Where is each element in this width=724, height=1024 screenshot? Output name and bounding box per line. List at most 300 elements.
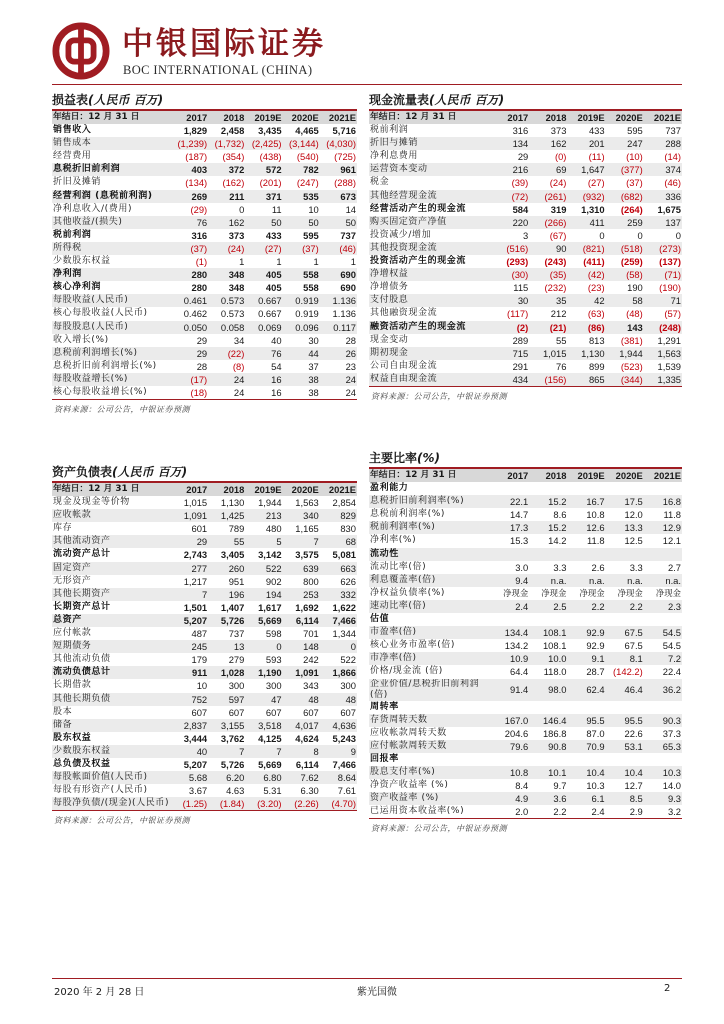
cell-value: 10.8 [586, 509, 605, 521]
cell-value: (381) [620, 334, 643, 346]
cell-value: 1,190 [258, 667, 282, 679]
cell-value: 0.117 [333, 321, 356, 333]
cell-value: (1,239) [177, 138, 208, 150]
cell-value: (438) [259, 151, 282, 163]
cell-value: 108.1 [542, 627, 567, 639]
cell-value: 24 [233, 373, 245, 385]
row-label: 息税前利润增长(%) [53, 347, 138, 358]
table-row [52, 535, 357, 548]
cell-value: 167.0 [504, 714, 529, 726]
table-row [369, 347, 682, 360]
table-row [52, 216, 357, 229]
row-label: 总负债及权益 [53, 758, 111, 769]
row-label: 税前利润 [370, 125, 409, 136]
cell-value: 3.3 [553, 561, 567, 573]
table-row [369, 124, 682, 137]
cell-value: (1.84) [219, 798, 245, 810]
cell-value: 0.667 [258, 308, 282, 320]
row-label: 投资减少/增加 [370, 229, 432, 240]
row-label: 其他融资现金流 [370, 308, 438, 319]
table-header-row [369, 110, 682, 124]
cell-value: 6.80 [263, 772, 282, 784]
row-label: 其他流动资产 [53, 536, 111, 547]
cell-value: 348 [228, 269, 245, 281]
cell-value: (30) [511, 269, 529, 281]
cell-value: 1,829 [183, 125, 208, 137]
row-label: 储备 [53, 719, 73, 730]
cell-value: 14.0 [662, 780, 681, 792]
cell-value: 213 [265, 510, 282, 522]
cell-value: 28 [345, 334, 356, 346]
cell-value: 0 [239, 203, 245, 215]
table-row [52, 679, 357, 692]
cell-value: 净现金 [579, 587, 605, 598]
cell-value: 607 [228, 706, 245, 718]
row-label: 股东权益 [53, 732, 92, 743]
cell-value: 260 [228, 562, 245, 574]
cell-value: 2.2 [553, 806, 567, 818]
cell-value: 626 [340, 575, 356, 587]
table-row [52, 307, 357, 320]
cell-value: 5,726 [220, 758, 245, 770]
cell-value: 1,130 [581, 347, 605, 359]
cell-value: 737 [665, 125, 681, 137]
cell-value: 净现金 [655, 587, 681, 598]
cell-value: 343 [303, 680, 319, 692]
cell-value: 2.4 [591, 806, 605, 818]
cell-value: 10.1 [548, 766, 567, 778]
cell-value: 1,622 [332, 601, 356, 613]
cell-value: 0.573 [220, 308, 245, 320]
cell-value: 7 [201, 588, 208, 600]
cell-value: 10.9 [510, 653, 529, 665]
cell-value: (24) [549, 177, 567, 189]
cell-value: 2.2 [629, 600, 643, 612]
table-row [52, 575, 357, 588]
cell-value: 37.3 [662, 727, 681, 739]
cell-value: 13.3 [624, 522, 643, 534]
row-label: 长期借款 [53, 680, 92, 691]
row-label: 净权益负债率(%) [370, 587, 445, 598]
cell-value: 319 [550, 203, 567, 215]
cell-value: (18) [190, 386, 208, 398]
cell-value: 22.4 [662, 666, 681, 678]
table-row [52, 321, 357, 334]
cell-value: 1,866 [332, 667, 356, 679]
cell-value: 37 [308, 360, 319, 372]
row-label: 经营活动产生的现金流 [370, 203, 467, 214]
cell-value: (516) [506, 242, 529, 254]
cell-value: 134.4 [504, 627, 529, 639]
cell-value: 1,344 [332, 628, 356, 640]
cell-value: 7,466 [332, 614, 356, 626]
cell-value: 216 [512, 164, 529, 176]
cell-value: 1,015 [183, 497, 208, 509]
table-row [52, 784, 357, 797]
cell-value: 40 [196, 745, 208, 757]
row-label: 净利息费用 [370, 151, 419, 162]
row-label: 每股收益增长(%) [53, 373, 128, 384]
table-row [52, 627, 357, 640]
cell-value: 194 [265, 588, 282, 600]
cell-value: (42) [587, 269, 605, 281]
cell-value: (354) [222, 151, 245, 163]
cell-value: 5,207 [183, 758, 208, 770]
cell-value: 1,335 [657, 373, 681, 385]
cell-value: (37) [302, 242, 319, 254]
cell-value: 15.3 [510, 535, 529, 547]
cell-value: (17) [190, 373, 208, 385]
cell-value: 1,028 [220, 667, 245, 679]
cell-value: 16 [271, 373, 282, 385]
cell-value: 190 [627, 282, 643, 294]
cell-value: 13 [233, 641, 245, 653]
cell-value: 865 [588, 373, 605, 385]
cell-value: 0.069 [258, 321, 282, 333]
cell-value: 434 [512, 373, 529, 385]
table-row [52, 373, 357, 386]
row-label: 市净率(倍) [370, 653, 417, 664]
cell-value: 118.0 [543, 666, 567, 678]
table-row [52, 771, 357, 784]
column-header-year: 2017 [507, 470, 529, 481]
brand-name-en: BOC INTERNATIONAL (CHINA) [123, 63, 313, 77]
cell-value: 2.0 [515, 806, 529, 818]
cell-value: 1,563 [657, 347, 681, 359]
row-label: 净利率(%) [370, 535, 417, 546]
row-label: 流动性 [370, 548, 399, 559]
cell-value: (48) [626, 308, 643, 320]
table-row [52, 797, 357, 811]
cell-value: 29 [517, 151, 529, 163]
cell-value: 12.6 [586, 522, 605, 534]
table-header-row [52, 110, 357, 124]
cell-value: 11.8 [587, 535, 605, 547]
cell-value: (540) [296, 151, 319, 163]
row-label: 现金变动 [370, 334, 409, 345]
cell-value: 70.9 [586, 740, 605, 752]
row-label: 期初现金 [370, 347, 409, 358]
section-title: 损益表(人民币 百万) [52, 93, 164, 107]
cell-value: 800 [303, 575, 319, 587]
table-row [369, 360, 682, 373]
cell-value: 3,435 [258, 125, 282, 137]
cell-value: 2,854 [332, 497, 356, 509]
cell-value: 3.0 [515, 561, 529, 573]
cell-value: 902 [265, 575, 282, 587]
row-label: 所得税 [53, 242, 82, 253]
row-label: 核心每股收益(人民币) [53, 308, 148, 319]
balance-sheet-section [52, 464, 357, 826]
row-label: 销售成本 [53, 138, 92, 149]
cell-value: 2.9 [629, 806, 643, 818]
row-label: 每股股息(人民币) [53, 321, 129, 332]
cell-value: 4.63 [226, 785, 245, 797]
row-label: 应付帐款周转天数 [370, 740, 447, 751]
cell-value: 639 [303, 562, 319, 574]
column-header-year: 2018 [223, 484, 245, 495]
cell-value: 23 [345, 360, 356, 372]
cell-value: 71 [670, 295, 681, 307]
cell-value: 9.4 [515, 574, 529, 586]
cell-value: 50 [345, 216, 356, 228]
cell-value: 76 [271, 347, 282, 359]
cell-value: 3,518 [258, 719, 282, 731]
cell-value: 12.1 [662, 535, 681, 547]
cell-value: 6.20 [226, 772, 245, 784]
cell-value: 17.3 [510, 522, 529, 534]
column-header-year: 2019E [577, 470, 605, 481]
cell-value: (37) [190, 242, 208, 254]
cell-value: 91.4 [510, 684, 529, 695]
cell-value: (3,144) [289, 138, 319, 150]
cell-value: 1,291 [657, 334, 681, 346]
cell-value: 92.9 [586, 640, 605, 652]
row-label: 其他长期负债 [53, 693, 111, 704]
row-label: 权益自由现金流 [370, 373, 438, 384]
cell-value: 55 [233, 536, 245, 548]
cell-value: 48 [308, 693, 319, 705]
table-row [369, 587, 682, 600]
cell-value: 3,575 [295, 549, 319, 561]
cell-value: (201) [259, 177, 282, 189]
cell-value: (518) [620, 242, 643, 254]
column-header-year: 2021E [653, 470, 681, 481]
row-label: 短期债务 [53, 641, 92, 652]
row-label: 存货周转天数 [370, 714, 428, 725]
cell-value: 26 [345, 347, 356, 359]
cell-value: (162) [222, 177, 245, 189]
row-label: 估值 [370, 614, 390, 625]
cell-value: 90.3 [662, 714, 681, 726]
cell-value: n.a. [627, 574, 643, 586]
cell-value: 34 [233, 334, 245, 346]
cell-value: (156) [544, 373, 567, 385]
cell-value: 10.8 [510, 766, 529, 778]
cell-value: 9 [350, 745, 356, 757]
cell-value: 62.4 [586, 684, 605, 695]
table-row [369, 714, 682, 727]
table-row [369, 665, 682, 678]
cell-value: 2.2 [591, 600, 605, 612]
row-label: 现金及现金等价物 [53, 497, 130, 508]
row-label: 运营资本变动 [370, 164, 428, 175]
cell-value: 242 [303, 654, 319, 666]
cell-value: 1,647 [581, 164, 605, 176]
cell-value: 4,636 [332, 719, 356, 731]
cell-value: 598 [265, 628, 282, 640]
cell-value: (24) [227, 242, 245, 254]
cell-value: 5,669 [258, 614, 282, 626]
cell-value: 5.68 [188, 772, 208, 784]
cell-value: 715 [512, 347, 529, 359]
cell-value: 0.573 [220, 295, 245, 307]
cell-value: 87.0 [586, 727, 605, 739]
cell-value: 12.9 [662, 522, 681, 534]
cell-value: 480 [265, 523, 282, 535]
cell-value: 607 [340, 706, 356, 718]
row-label: 核心净利润 [53, 282, 102, 293]
cell-value: 54.5 [662, 640, 681, 652]
cell-value: 584 [512, 203, 529, 215]
cell-value: (1.25) [182, 798, 208, 810]
cell-value: 1 [239, 256, 245, 268]
cell-value: (264) [620, 203, 643, 215]
cell-value: 0 [675, 229, 681, 241]
cell-value: 1,091 [295, 667, 319, 679]
cell-value: 2,743 [183, 549, 208, 561]
table-row [52, 640, 357, 653]
cell-value: 54.5 [662, 627, 681, 639]
cell-value: 64.4 [510, 666, 529, 678]
row-label: 息税折旧前利润 [53, 164, 121, 175]
row-label: 核心每股收益增长(%) [53, 386, 148, 397]
row-label: 税前利润 [53, 229, 92, 240]
cell-value: 7.62 [300, 772, 319, 784]
cell-value: 净现金 [503, 587, 529, 598]
cell-value: 374 [665, 164, 681, 176]
cell-value: 535 [303, 190, 319, 202]
table-row [369, 652, 682, 665]
cell-value: 372 [228, 164, 245, 176]
row-label: 折旧及摊销 [53, 177, 102, 188]
table-row [369, 242, 682, 255]
cell-value: (46) [339, 242, 356, 254]
row-label: 利息覆盖率(倍) [370, 574, 436, 585]
cell-value: 2,837 [183, 719, 208, 731]
cell-value: 69 [555, 164, 567, 176]
cell-value: 433 [265, 229, 282, 241]
cell-value: 1 [350, 256, 356, 268]
table-row [369, 561, 682, 574]
table-row [52, 522, 357, 535]
cell-value: (247) [296, 177, 319, 189]
table-row [369, 255, 682, 268]
cell-value: 16.7 [586, 496, 605, 508]
cell-value: (682) [620, 190, 643, 202]
cell-value: 95.5 [624, 714, 643, 726]
cell-value: 196 [228, 588, 245, 600]
cell-value: 5,207 [183, 614, 208, 626]
cell-value: 607 [265, 706, 282, 718]
cell-value: (293) [506, 256, 529, 268]
cell-value: 595 [627, 125, 643, 137]
row-label: 长期资产总计 [53, 601, 111, 612]
cell-value: 433 [588, 125, 605, 137]
row-label: 净利润 [53, 269, 82, 280]
table-header-row [369, 468, 682, 482]
cell-value: 607 [303, 706, 319, 718]
row-label: 少数股东权益 [53, 256, 111, 267]
cell-value: 17.5 [624, 496, 643, 508]
cell-value: 2.5 [553, 600, 567, 612]
cell-value: (29) [190, 203, 208, 215]
column-header-year: 2021E [328, 112, 356, 123]
cell-value: 752 [191, 693, 208, 705]
row-label: 周转率 [370, 701, 399, 712]
cell-value: 371 [265, 190, 282, 202]
table-row [369, 805, 682, 819]
table-row [52, 548, 357, 561]
cell-value: 12.0 [624, 509, 643, 521]
section-title: 资产负债表(人民币 百万) [52, 465, 188, 479]
table-row [52, 601, 357, 614]
table-row [52, 255, 357, 268]
cell-value: 259 [627, 216, 643, 228]
cell-value: 253 [303, 588, 319, 600]
cell-value: 46.4 [624, 684, 643, 695]
section-row [369, 613, 682, 626]
cell-value: 373 [228, 229, 245, 241]
section-row [369, 482, 682, 495]
cell-value: 951 [228, 575, 245, 587]
cell-value: 10.3 [586, 780, 605, 792]
cell-value: (190) [659, 282, 681, 294]
cell-value: (46) [664, 177, 681, 189]
table-row [369, 600, 682, 613]
cell-value: 2.4 [515, 600, 529, 612]
cell-value: 44 [308, 347, 319, 359]
table-row [369, 766, 682, 779]
table-row [369, 626, 682, 639]
cell-value: (232) [544, 282, 567, 294]
table-row [52, 509, 357, 522]
row-label: 税前利润率(%) [370, 522, 436, 533]
cell-value: 53.1 [624, 740, 643, 752]
column-header-label: 年结日：12 月 31 日 [370, 470, 457, 480]
row-label: 折旧与摊销 [370, 138, 419, 149]
column-header-year: 2018 [545, 470, 567, 481]
cell-value: 336 [665, 190, 681, 202]
cell-value: 316 [512, 125, 529, 137]
cell-value: 2,458 [220, 125, 245, 137]
cell-value: 3.6 [553, 793, 567, 805]
row-label: 其他投资现金流 [370, 242, 438, 253]
cell-value: 1,217 [183, 575, 208, 587]
table-row [52, 150, 357, 163]
cell-value: 0.919 [295, 308, 319, 320]
cell-value: 6,114 [295, 758, 319, 770]
column-header-year: 2019E [254, 484, 282, 495]
cell-value: 1,692 [295, 601, 319, 613]
cell-value: 558 [303, 269, 319, 281]
cell-value: 737 [340, 229, 356, 241]
cell-value: 572 [265, 164, 282, 176]
row-label: 息税折旧前利润增长(%) [53, 360, 157, 371]
row-label: 税金 [370, 177, 390, 188]
cell-value: 55 [555, 334, 567, 346]
table-row [52, 758, 357, 771]
row-label: 核心业务市盈率(倍) [370, 640, 456, 651]
cell-value: 10.3 [662, 766, 681, 778]
cell-value: 8 [313, 745, 319, 757]
cell-value: 5 [276, 536, 282, 548]
column-header-year: 2020E [291, 484, 319, 495]
cell-value: 30 [517, 295, 529, 307]
cell-value: 8.6 [553, 509, 567, 521]
cell-value: 0.096 [295, 321, 319, 333]
footer-divider [52, 978, 682, 979]
cell-value: 6.1 [591, 793, 605, 805]
row-label: 流动资产总计 [53, 549, 111, 560]
cell-value: (117) [507, 308, 529, 320]
cell-value: 净现金 [617, 587, 643, 598]
cell-value: 162 [228, 216, 245, 228]
cell-value: 15.2 [548, 522, 567, 534]
row-label: 其他收益/(损失) [53, 216, 123, 227]
cell-value: 90 [555, 242, 567, 254]
cell-value: (63) [587, 308, 605, 320]
